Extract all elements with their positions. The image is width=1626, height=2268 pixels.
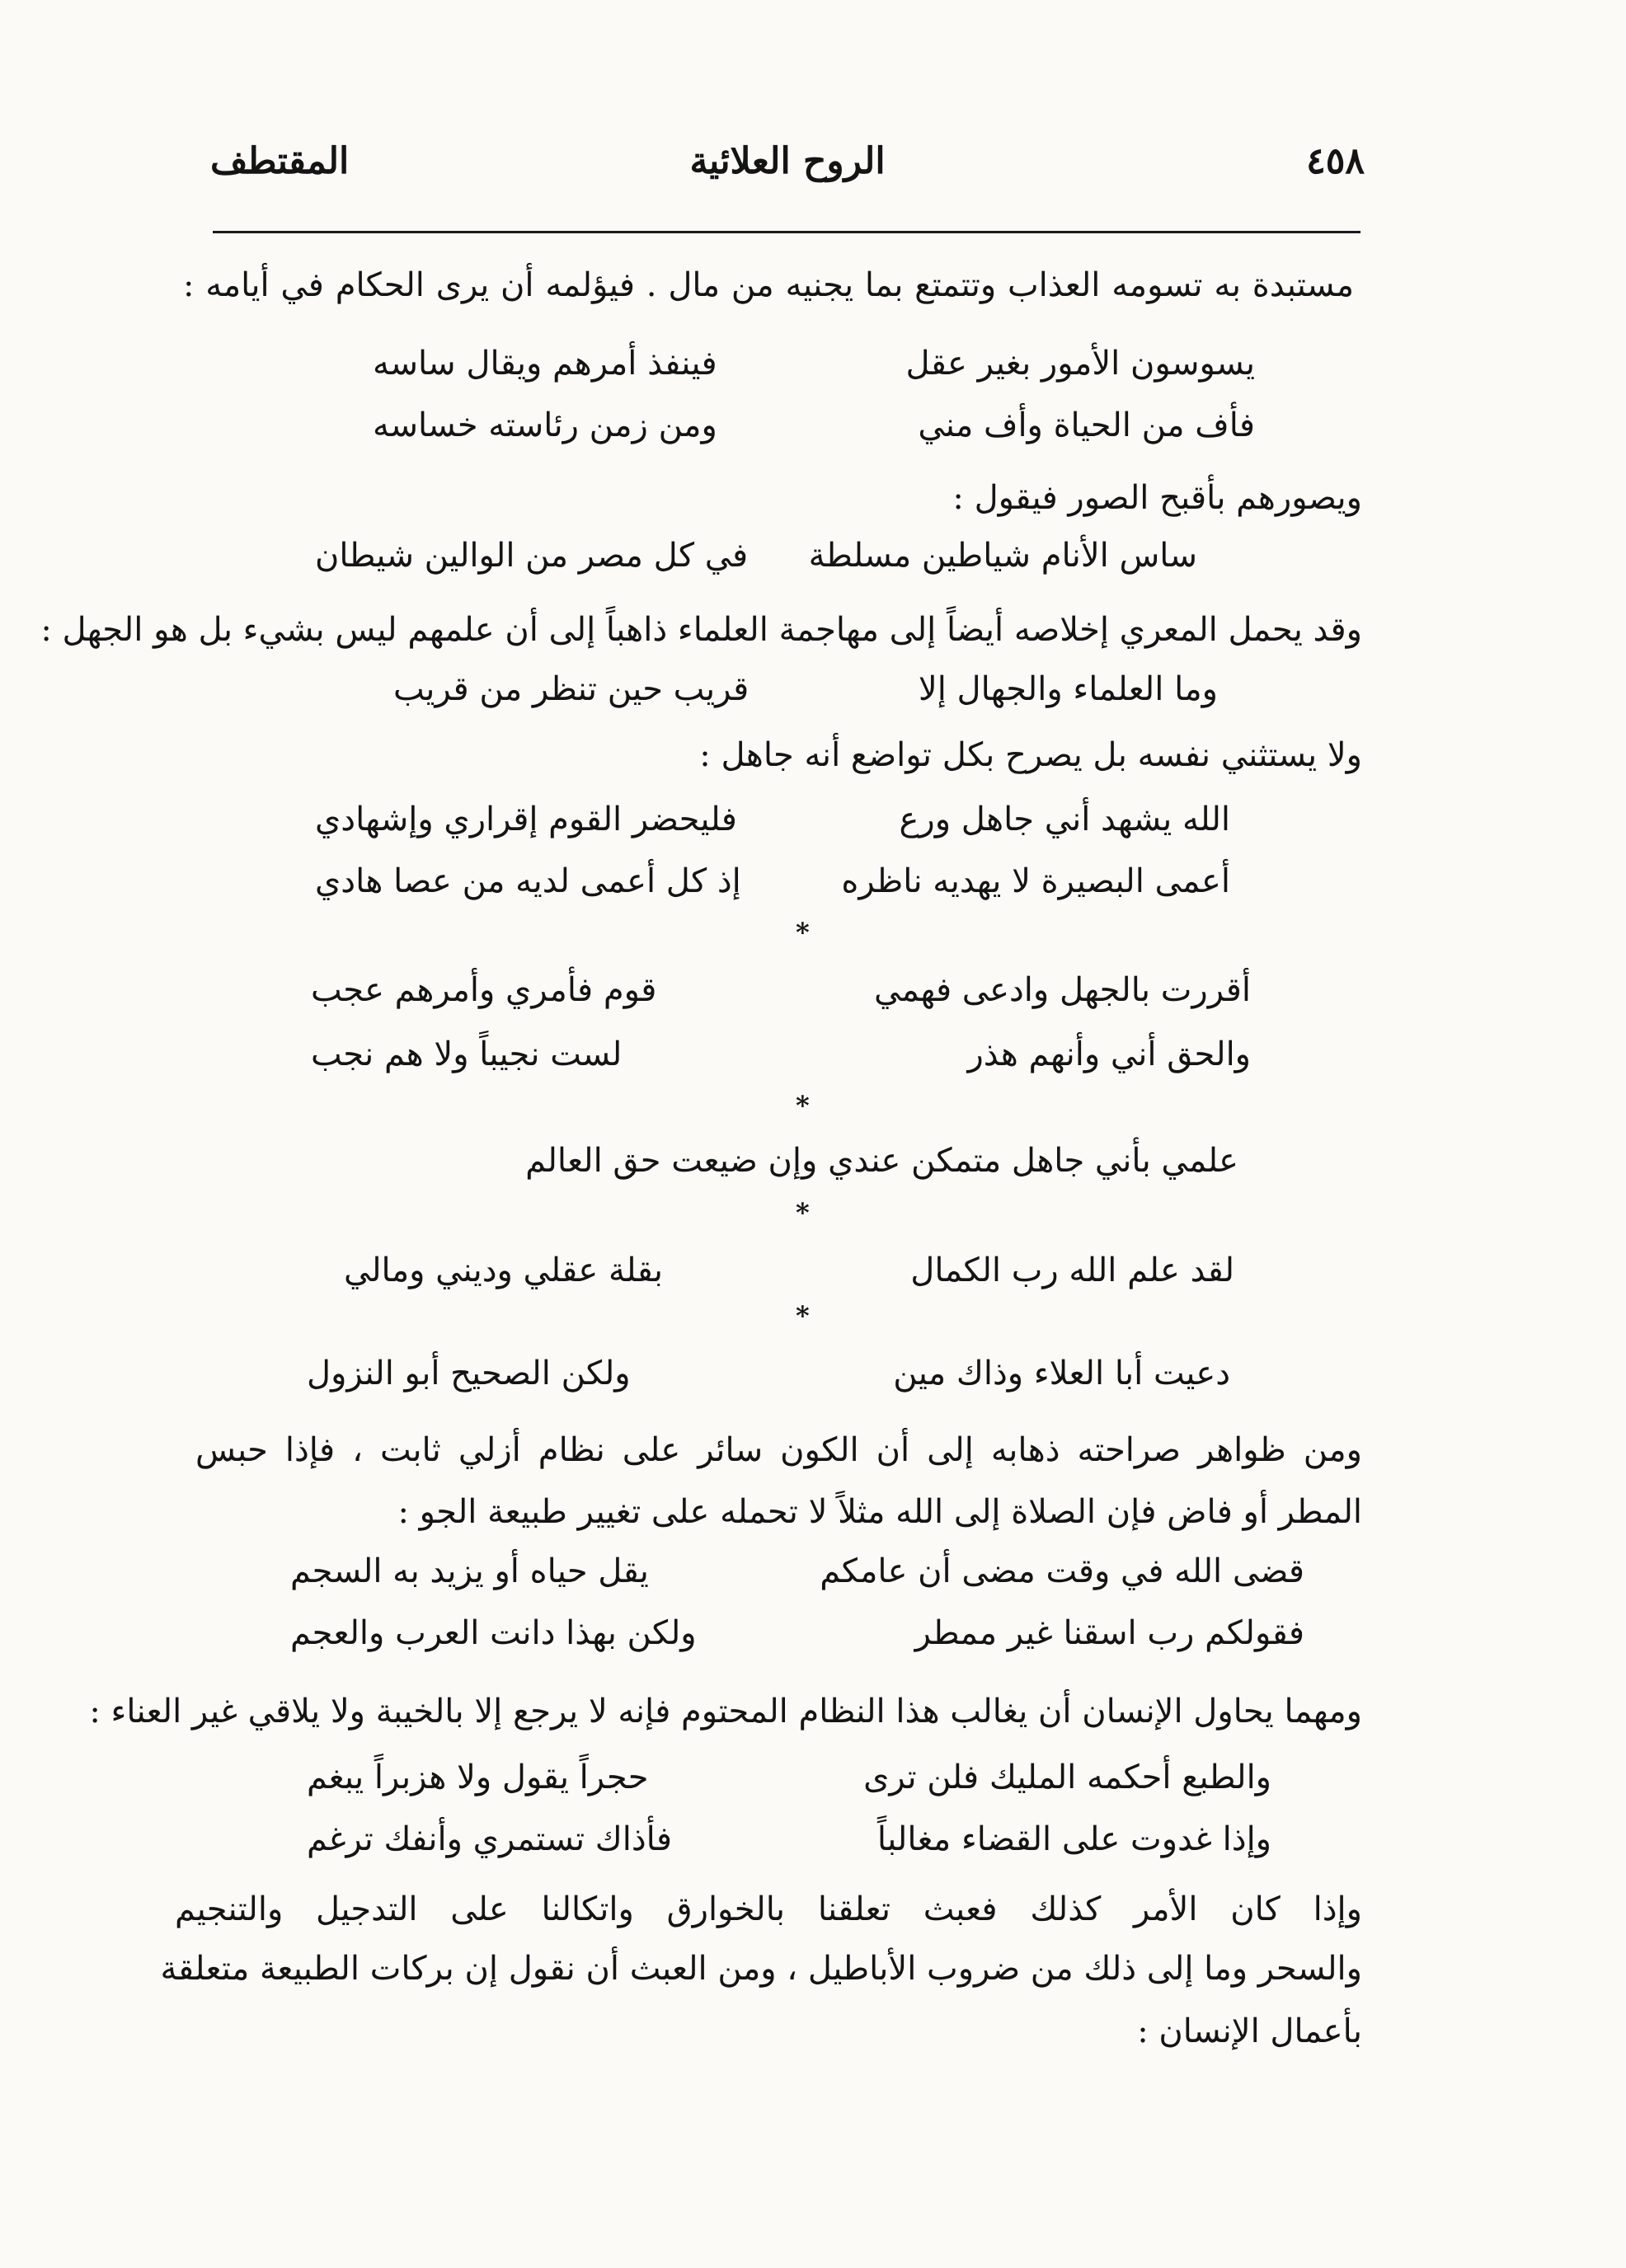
verse-hemistich-second: قوم فأمري وأمرهم عجب [311,971,657,1009]
verse-hemistich-second: بقلة عقلي وديني ومالي [344,1251,664,1289]
verse [307,1352,1230,1395]
page-number: ٤٥٨ [1306,140,1365,182]
verse-hemistich-second: حجراً يقول ولا هزبراً يبغم [307,1759,649,1796]
verse [315,860,1230,903]
verse-hemistich-first: ساس الأنام شياطين مسلطة [808,537,1197,575]
verse [315,534,1197,577]
verse-hemistich-first: فقولكم رب اسقنا غير ممطر [914,1614,1304,1652]
verse [373,404,1255,447]
paragraph-line: وقد يحمل المعري إخلاصه أيضاً إلى مهاجمة العلماء ذاهباً إلى أن علمهم ليس بشيء بل هو الجهل : [40,611,1362,649]
verse-hemistich-second: في كل مصر من الوالين شيطان [315,537,749,575]
article-title: الروح العلائية [689,140,886,182]
verse [393,668,1218,711]
verse-hemistich-first: لقد علم الله رب الكمال [910,1251,1234,1289]
verse-hemistich-second: لست نجيباً ولا هم نجب [311,1035,623,1073]
verse [290,1550,1304,1593]
section-separator: * [796,917,810,948]
verse-hemistich-first: دعيت أبا العلاء وذاك مين [893,1355,1230,1392]
running-header [210,140,1365,198]
verse-hemistich-first: أعمى البصيرة لا يهديه ناظره [841,862,1230,900]
verse-hemistich-second: قريب حين تنظر من قريب [393,670,750,708]
paragraph-line: وإذا كان الأمر كذلك فعبث تعلقنا بالخوارق واتكالنا على التدجيل والتنجيم [175,1890,1362,1928]
verse [315,798,1230,841]
verse-hemistich-second: يقل حياه أو يزيد به السجم [290,1552,649,1590]
verse-hemistich-second: فأذاك تستمري وأنفك ترغم [307,1820,672,1858]
paragraph-line: بأعمال الإنسان : [1137,2012,1362,2050]
paragraph-line: مستبدة به تسومه العذاب وتتمتع بما يجنيه من مال . فيؤلمه أن يرى الحكام في أيامه : [183,266,1354,304]
verse-hemistich-first: فأف من الحياة وأف مني [918,406,1255,444]
paragraph-line: ولا يستثني نفسه بل يصرح بكل تواضع أنه جاهل : [699,736,1362,774]
verse-hemistich-second: إذ كل أعمى لديه من عصا هادي [315,862,741,900]
paragraph-line: ومهما يحاول الإنسان أن يغالب هذا النظام المحتوم فإنه لا يرجع إلا بالخيبة ولا يلاقي غير العناء : [89,1693,1362,1730]
verse-hemistich-first: والطبع أحكمه المليك فلن ترى [863,1759,1271,1796]
paragraph-line: والسحر وما إلى ذلك من ضروب الأباطيل ، ومن العبث أن نقول إن بركات الطبيعة متعلقة [160,1950,1362,1988]
section-separator: * [796,1300,810,1331]
section-separator: * [796,1197,810,1228]
paragraph-line: ويصورهم بأقبح الصور فيقول : [952,479,1362,517]
paragraph-line: المطر أو فاض فإن الصلاة إلى الله مثلاً لا تحمله على تغيير طبيعة الجو : [397,1493,1362,1531]
verse-hemistich-first: الله يشهد أني جاهل ورع [899,801,1230,838]
journal-name: المقتطف [210,140,350,182]
verse-hemistich-first: أقررت بالجهل وادعى فهمي [874,971,1251,1009]
verse [311,969,1251,1012]
header-rule [213,231,1360,233]
verse-hemistich-first: وإذا غدوت على القضاء مغالباً [876,1820,1271,1858]
verse-hemistich-second: ولكن بهذا دانت العرب والعجم [290,1614,697,1652]
verse [290,1612,1304,1655]
verse-hemistich-second: ومن زمن رئاسته خساسه [373,406,717,444]
verse-hemistich-first: يسوسون الأمور بغير عقل [905,345,1255,383]
verse: علمي بأني جاهل متمكن عندي وإن ضيعت حق العالم [525,1142,1238,1180]
verse-hemistich-first: قضى الله في وقت مضى أن عامكم [820,1552,1304,1590]
verse [344,1249,1234,1292]
verse-hemistich-second: ولكن الصحيح أبو النزول [307,1355,631,1392]
verse [311,1033,1251,1076]
verse-hemistich-first: والحق أني وأنهم هذر [967,1035,1251,1073]
verse [307,1756,1271,1799]
section-separator: * [796,1090,810,1121]
verse-hemistich-second: فليحضر القوم إقراري وإشهادي [315,801,737,838]
verse [373,342,1255,385]
paragraph-line: ومن ظواهر صراحته ذهابه إلى أن الكون سائر على نظام أزلي ثابت ، فإذا حبس [195,1431,1362,1469]
verse-hemistich-first: وما العلماء والجهال إلا [918,670,1218,708]
verse-hemistich-second: فينفذ أمرهم ويقال ساسه [373,345,717,383]
verse [307,1818,1271,1861]
